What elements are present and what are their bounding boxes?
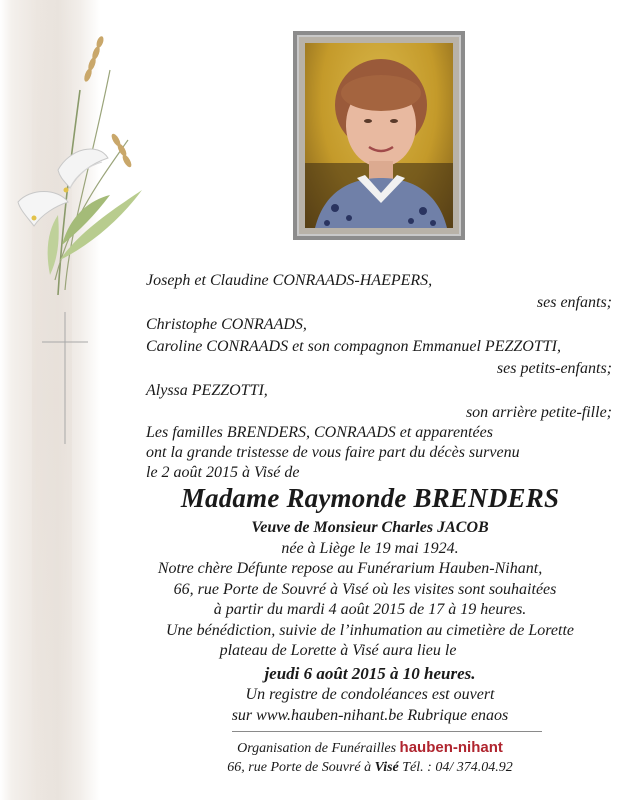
birth-line: née à Liège le 19 mai 1924. xyxy=(281,540,459,557)
deceased-name: Madame Raymonde BRENDERS xyxy=(180,483,560,513)
register-line: Un registre de condoléances est ouvert xyxy=(245,686,495,703)
family-line-4: Alyssa PEZZOTTI, xyxy=(146,382,268,399)
family-line-7: le 2 août 2015 à Visé de xyxy=(146,464,300,481)
family-line-5: Les familles BRENDERS, CONRAADS et apparentées xyxy=(146,424,493,441)
family-line-3: Caroline CONRAADS et son compagnon Emmanuel PEZZOTTI, xyxy=(146,338,561,355)
location-line: plateau de Lorette à Visé aura lieu le xyxy=(219,642,457,659)
family-line-6: ont la grande tristesse de vous faire part du décès survenu xyxy=(146,444,520,461)
funeral-address xyxy=(120,759,620,777)
rest-line: Notre chère Défunte repose au Funérarium Hauben-Nihant, xyxy=(157,560,543,577)
portrait-photo xyxy=(305,43,453,228)
family-line-1: Joseph et Claudine CONRAADS-HAEPERS, xyxy=(146,272,433,289)
family-role-children: ses enfants; xyxy=(536,294,612,311)
blessing-line: Une bénédiction, suivie de l’inhumation au cimetière de Lorette xyxy=(165,622,575,639)
family-role-great-granddaughter: son arrière petite-fille; xyxy=(465,404,612,421)
website-line: sur www.hauben-nihant.be Rubrique enaos xyxy=(231,707,509,724)
widow-line: Veuve de Monsieur Charles JACOB xyxy=(251,519,489,536)
visit-time-line: à partir du mardi 4 août 2015 de 17 à 19 heures. xyxy=(213,601,527,618)
address-prefix: 66, rue Porte de Souvré à xyxy=(227,760,372,775)
ceremony-date: jeudi 6 août 2015 à 10 heures. xyxy=(264,664,476,683)
funeral-organisation xyxy=(120,739,620,758)
visit-address-line: 66, rue Porte de Souvré à Visé où les visites sont souhaitées xyxy=(173,581,557,598)
org-prefix: Organisation de Funérailles xyxy=(237,741,397,756)
portrait-frame xyxy=(293,31,465,240)
address-city: Visé xyxy=(374,760,399,775)
brand-logo: hauben-nihant xyxy=(399,739,503,756)
family-line-2: Christophe CONRAADS, xyxy=(146,316,307,333)
family-role-grandchildren: ses petits-enfants; xyxy=(496,360,612,377)
cross-icon xyxy=(42,312,88,444)
lily-wheat-decoration-icon xyxy=(10,30,150,300)
footer-divider xyxy=(232,731,542,732)
address-phone: Tél. : 04/ 374.04.92 xyxy=(402,760,513,775)
